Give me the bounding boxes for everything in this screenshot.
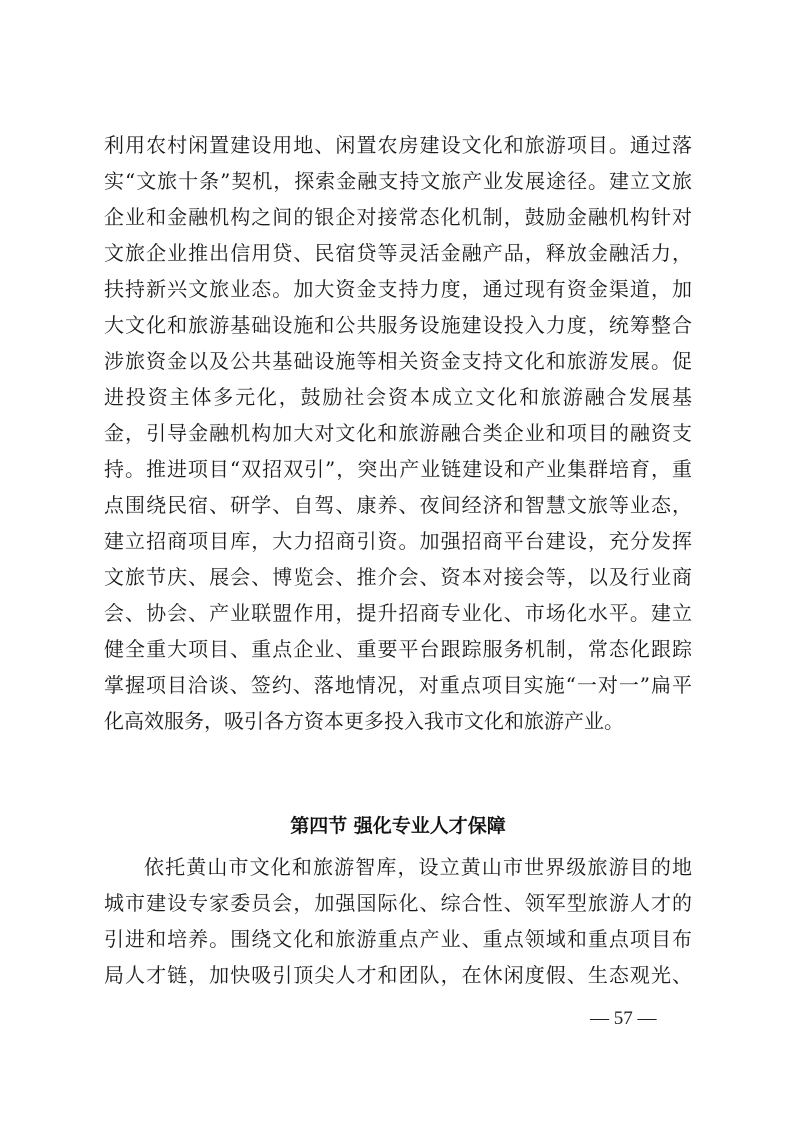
text-line: 点围绕民宿、研学、自驾、康养、夜间经济和智慧文旅等业态，	[104, 493, 692, 517]
text-line: 企业和金融机构之间的银企对接常态化机制，鼓励金融机构针对	[104, 205, 692, 229]
text-line: 文旅企业推出信用贷、民宿贷等灵活金融产品，释放金融活力，	[104, 241, 692, 265]
text-line: 扶持新兴文旅业态。加大资金支持力度，通过现有资金渠道，加	[104, 277, 692, 301]
text-line: 持。推进项目“双招双引”，突出产业链建设和产业集群培育，重	[104, 457, 692, 481]
section-heading: 第四节 强化专业人才保障	[290, 815, 506, 837]
text-line: 掌握项目洽谈、签约、落地情况，对重点项目实施“一对一”扁平	[104, 673, 692, 697]
text-line: 实“文旅十条”契机，探索金融支持文旅产业发展途径。建立文旅	[104, 169, 692, 193]
text-line: 局人才链，加快吸引顶尖人才和团队，在休闲度假、生态观光、	[104, 963, 692, 987]
text-line: 引进和培养。围绕文化和旅游重点产业、重点领域和重点项目布	[104, 927, 692, 951]
text-line: 文旅节庆、展会、博览会、推介会、资本对接会等，以及行业商	[104, 565, 692, 589]
text-line: 涉旅资金以及公共基础设施等相关资金支持文化和旅游发展。促	[104, 349, 692, 373]
text-line: 进投资主体多元化，鼓励社会资本成立文化和旅游融合发展基	[104, 385, 692, 409]
text-line: 建立招商项目库，大力招商引资。加强招商平台建设，充分发挥	[104, 529, 692, 553]
text-line: 城市建设专家委员会，加强国际化、综合性、领军型旅游人才的	[104, 891, 692, 915]
body-paragraph-talent	[104, 849, 692, 993]
text-line: 健全重大项目、重点企业、重要平台跟踪服务机制，常态化跟踪	[104, 637, 692, 661]
text-line: 金，引导金融机构加大对文化和旅游融合类企业和项目的融资支	[104, 421, 692, 445]
page-number: — 57 —	[590, 1008, 657, 1029]
text-line: 利用农村闲置建设用地、闲置农房建设文化和旅游项目。通过落	[104, 133, 692, 157]
text-line: 会、协会、产业联盟作用，提升招商专业化、市场化水平。建立	[104, 601, 692, 625]
text-line: 大文化和旅游基础设施和公共服务设施建设投入力度，统筹整合	[104, 313, 692, 337]
text-line: 依托黄山市文化和旅游智库，设立黄山市世界级旅游目的地	[144, 855, 692, 879]
text-line: 化高效服务，吸引各方资本更多投入我市文化和旅游产业。	[104, 709, 624, 733]
body-paragraph-financing	[104, 127, 692, 739]
